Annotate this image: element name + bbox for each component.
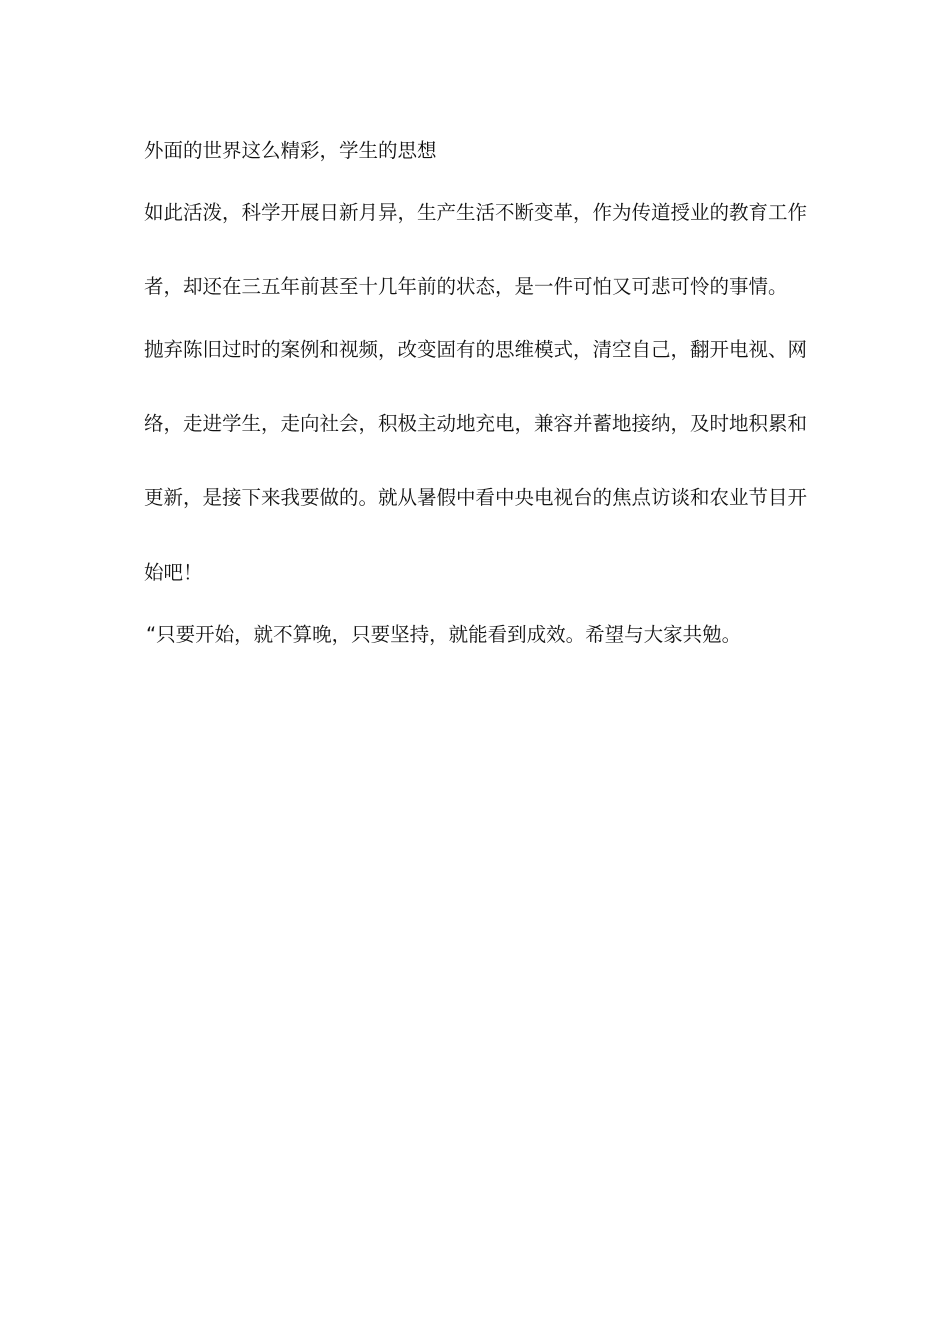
text-line-7: 始吧！ <box>144 561 203 584</box>
text-line-5: 络，走进学生，走向社会，积极主动地充电，兼容并蓄地接纳，及时地积累和 <box>144 412 808 435</box>
text-line-3: 者，却还在三五年前甚至十几年前的状态，是一件可怕又可悲可怜的事情。 <box>144 275 788 298</box>
text-line-4: 抛弃陈旧过时的案例和视频，改变固有的思维模式，清空自己，翻开电视、网 <box>144 338 808 361</box>
text-line-8: “只要开始，就不算晚，只要坚持，就能看到成效。希望与大家共勉。 <box>146 623 742 646</box>
text-line-6: 更新，是接下来我要做的。就从暑假中看中央电视台的焦点访谈和农业节目开 <box>144 486 808 509</box>
text-line-1: 外面的世界这么精彩，学生的思想 <box>144 139 437 162</box>
text-line-2: 如此活泼，科学开展日新月异，生产生活不断变革，作为传道授业的教育工作 <box>144 201 808 224</box>
